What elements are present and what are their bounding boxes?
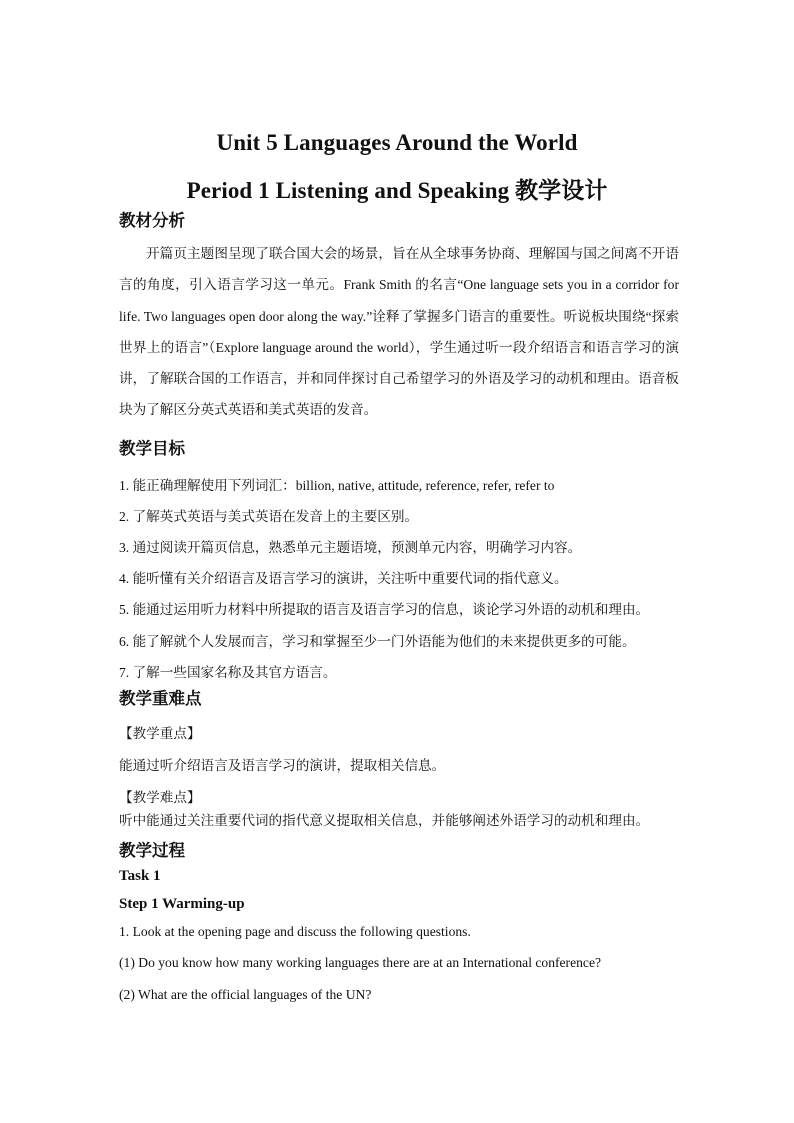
objective-item: 1. 能正确理解使用下列词汇：billion, native, attitude, reference, refer, refer to: [119, 478, 555, 493]
step-label: Step 1 Warming-up: [119, 896, 245, 912]
objective-item: 5. 能通过运用听力材料中所提取的语言及语言学习的信息，谈论学习外语的动机和理由。: [119, 602, 650, 617]
difficult-points-text: 听中能通过关注重要代词的指代意义提取相关信息，并能够阐述外语学习的动机和理由。: [119, 813, 650, 828]
objective-item: 4. 能听懂有关介绍语言及语言学习的演讲，关注听中重要代词的指代意义。: [119, 571, 568, 586]
key-points-label: 【教学重点】: [119, 726, 201, 741]
section-heading-key-difficult: 教学重难点: [119, 689, 202, 708]
objective-item: 3. 通过阅读开篇页信息，熟悉单元主题语境，预测单元内容，明确学习内容。: [119, 540, 582, 555]
task-label: Task 1: [119, 868, 161, 884]
process-line: 1. Look at the opening page and discuss the following questions.: [119, 924, 471, 939]
document-title: Unit 5 Languages Around the World: [216, 130, 578, 155]
section-heading-objectives: 教学目标: [119, 439, 185, 458]
objective-item: 2. 了解英式英语与美式英语在发音上的主要区别。: [119, 509, 419, 524]
section-heading-process: 教学过程: [119, 841, 185, 860]
section-heading-materials: 教材分析: [119, 211, 185, 230]
document-subtitle: Period 1 Listening and Speaking 教学设计: [186, 178, 608, 203]
key-points-text: 能通过听介绍语言及语言学习的演讲，提取相关信息。: [119, 758, 446, 773]
objective-item: 7. 了解一些国家名称及其官方语言。: [119, 665, 337, 680]
process-line: (1) Do you know how many working languages there are at an International conference?: [119, 955, 602, 970]
process-line: (2) What are the official languages of the UN?: [119, 987, 372, 1002]
difficult-points-label: 【教学难点】: [119, 790, 201, 805]
objective-item: 6. 能了解就个人发展而言，学习和掌握至少一门外语能为他们的未来提供更多的可能。: [119, 634, 636, 649]
materials-paragraph: 开篇页主题图呈现了联合国大会的场景，旨在从全球事务协商、理解国与国之间离不开语言的角度，引入语言学习这一单元。Frank Smith 的名言“One language sets you in a corridor for life. Two languages open door along the way.”诠释了掌握多门语言的重要性。听说板块围绕“探索世界上的语言”（Explore language around the world），学生通过听一段介绍语言和语言学习的演讲，了解联合国的工作语言，并和同伴探讨自己希望学习的外语及学习的动机和理由。语音板块为了解区分英式英语和美式英语的发音。: [119, 246, 679, 418]
